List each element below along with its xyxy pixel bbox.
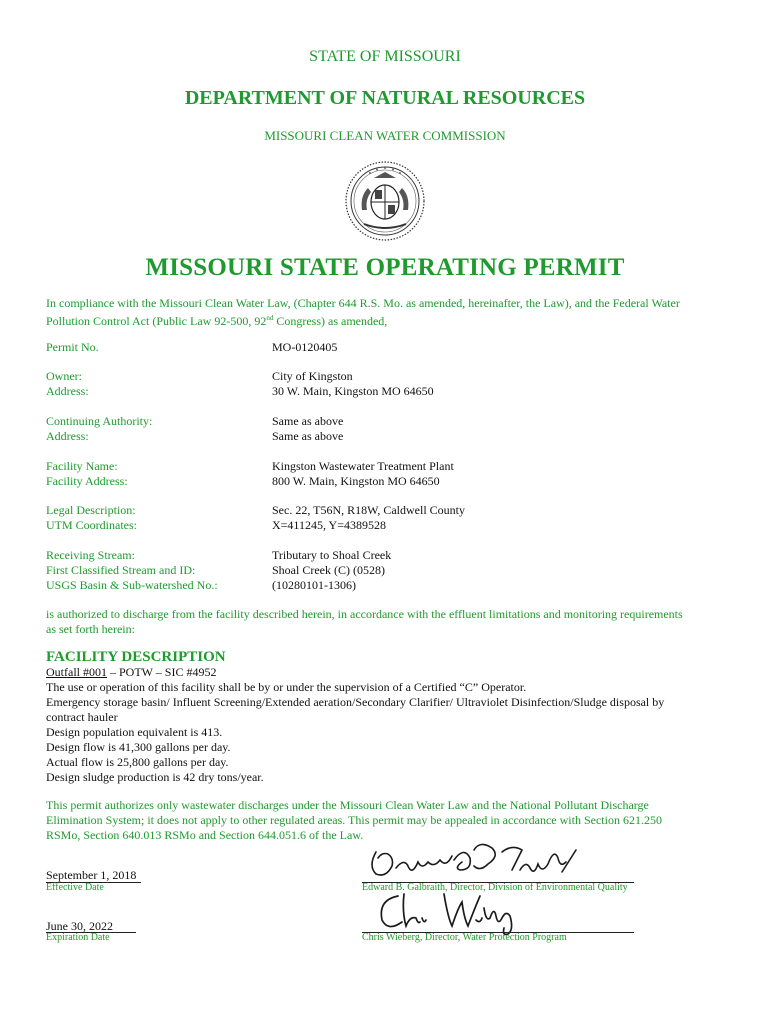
- continuing-authority-label: Continuing Authority:: [46, 414, 153, 428]
- intro-paragraph: [46, 296, 736, 329]
- authorized-line-2: as set forth herein:: [46, 622, 135, 636]
- effective-date: September 1, 2018: [46, 868, 137, 882]
- facility-description-body: [46, 665, 736, 785]
- facility-description-heading: FACILITY DESCRIPTION: [46, 649, 226, 665]
- permit-no-value: MO-0120405: [272, 340, 338, 354]
- owner-values: [272, 369, 434, 399]
- facility-line: Design flow is 41,300 gallons per day.: [46, 740, 231, 754]
- facility-name-value: Kingston Wastewater Treatment Plant: [272, 459, 454, 473]
- facility-line: Emergency storage basin/ Influent Screening/Extended aeration/Secondary Clarifier/ Ultraviolet Disinfection/Sludge disposal by: [46, 695, 665, 709]
- continuing-authority-labels: [46, 414, 152, 444]
- authorization-note-line: RSMo, Section 640.013 RSMo and Section 644.051.6 of the Law.: [46, 828, 364, 842]
- permit-no-label: Permit No.: [46, 340, 99, 354]
- usgs-basin-label: USGS Basin & Sub-watershed No.:: [46, 578, 218, 592]
- facility-line: Design population equivalent is 413.: [46, 725, 223, 739]
- first-classified-value: Shoal Creek (C) (0528): [272, 563, 385, 577]
- owner-address-value: 30 W. Main, Kingston MO 64650: [272, 384, 434, 398]
- intro-line-2-b: Congress) as amended,: [273, 314, 388, 328]
- facility-values: [272, 459, 454, 489]
- state-heading: STATE OF MISSOURI: [309, 48, 461, 65]
- facility-line: Actual flow is 25,800 gallons per day.: [46, 755, 229, 769]
- continuing-address-label: Address:: [46, 429, 89, 443]
- state-seal-icon: [344, 160, 426, 242]
- owner-label: Owner:: [46, 369, 82, 383]
- signer-2: Chris Wieberg, Director, Water Protection Program: [362, 932, 567, 943]
- facility-address-value: 800 W. Main, Kingston MO 64650: [272, 474, 440, 488]
- intro-line-2: [46, 311, 736, 329]
- outfall-label: Outfall #001: [46, 665, 107, 679]
- receiving-stream-label: Receiving Stream:: [46, 548, 135, 562]
- intro-line-1: In compliance with the Missouri Clean Water Law, (Chapter 644 R.S. Mo. as amended, hereinafter, the Law), and the Federal Water: [46, 296, 680, 310]
- authorized-line-1: is authorized to discharge from the facility described herein, in accordance with the effluent limitations and monitoring requirements: [46, 607, 683, 621]
- wieberg-signature-icon: [372, 888, 532, 938]
- continuing-authority-values: [272, 414, 343, 444]
- legal-values: [272, 503, 465, 533]
- permit-title: MISSOURI STATE OPERATING PERMIT: [145, 254, 625, 281]
- receiving-stream-value: Tributary to Shoal Creek: [272, 548, 392, 562]
- stream-labels: [46, 548, 218, 593]
- department-heading: DEPARTMENT OF NATURAL RESOURCES: [184, 87, 586, 109]
- expiration-date-label: Expiration Date: [46, 932, 110, 943]
- intro-line-2-a: Pollution Control Act (Public Law 92-500, 92: [46, 314, 267, 328]
- authorization-note-line: This permit authorizes only wastewater discharges under the Missouri Clean Water Law and the National Pollutant Discharge: [46, 798, 649, 812]
- facility-line: The use or operation of this facility shall be by or under the supervision of a Certified “C” Operator.: [46, 680, 527, 694]
- first-classified-label: First Classified Stream and ID:: [46, 563, 196, 577]
- intro-superscript: nd: [266, 314, 274, 322]
- expiration-date: June 30, 2022: [46, 919, 113, 933]
- stream-values: [272, 548, 391, 593]
- continuing-authority-value: Same as above: [272, 414, 344, 428]
- owner-address-label: Address:: [46, 384, 89, 398]
- continuing-address-value: Same as above: [272, 429, 344, 443]
- utm-coordinates-value: X=411245, Y=4389528: [272, 518, 386, 532]
- galbraith-signature-icon: [362, 842, 592, 884]
- legal-description-value: Sec. 22, T56N, R18W, Caldwell County: [272, 503, 465, 517]
- signer-1: Edward B. Galbraith, Director, Division of Environmental Quality: [362, 882, 628, 893]
- owner-labels: [46, 369, 89, 399]
- facility-labels: [46, 459, 128, 489]
- legal-description-label: Legal Description:: [46, 503, 136, 517]
- facility-address-label: Facility Address:: [46, 474, 128, 488]
- outfall-details: – POTW – SIC #4952: [107, 665, 217, 679]
- facility-line: contract hauler: [46, 710, 118, 724]
- facility-line: Design sludge production is 42 dry tons/year.: [46, 770, 264, 784]
- effective-date-label: Effective Date: [46, 882, 104, 893]
- authorization-note-line: Elimination System; it does not apply to other regulated areas. This permit may be appealed in accordance with Section 621.250: [46, 813, 662, 827]
- commission-heading: MISSOURI CLEAN WATER COMMISSION: [264, 128, 506, 143]
- outfall-line: [46, 665, 736, 680]
- authorization-note: [46, 798, 736, 843]
- facility-name-label: Facility Name:: [46, 459, 118, 473]
- authorized-paragraph: [46, 607, 736, 637]
- legal-labels: [46, 503, 137, 533]
- owner-value: City of Kingston: [272, 369, 353, 383]
- usgs-basin-value: (10280101-1306): [272, 578, 356, 592]
- utm-coordinates-label: UTM Coordinates:: [46, 518, 137, 532]
